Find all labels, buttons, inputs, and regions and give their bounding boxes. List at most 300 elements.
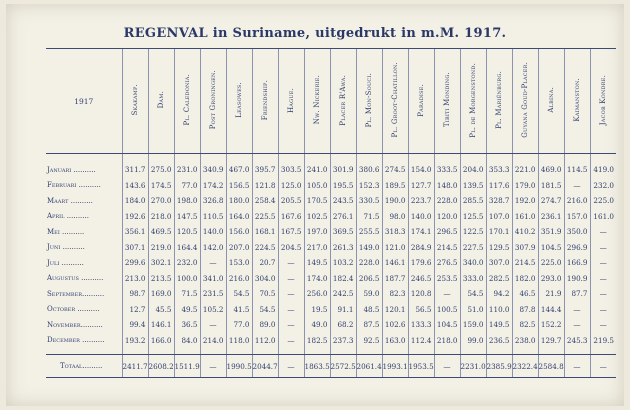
value-cell: 307.1 [122,240,148,256]
table-row [46,302,616,318]
value-cell: 144.4 [538,302,564,318]
month-cell: Augustus .......... [47,274,104,283]
value-cell: 121.8 [252,178,278,194]
value-cell: 140.0 [200,224,226,240]
table-row [46,317,616,333]
value-cell: 189.5 [382,178,408,194]
value-cell: 326.8 [200,193,226,209]
value-cell: 166.0 [148,333,174,355]
column-header [356,49,382,154]
value-cell: 149.5 [486,317,512,333]
value-cell: 243.5 [330,193,356,209]
value-cell: 169.0 [148,286,174,302]
value-cell: 99.0 [460,333,486,355]
value-cell: 302.1 [148,255,174,271]
month-cell: Mei .......... [47,227,85,236]
value-cell: 301.9 [330,154,356,178]
value-cell: 232.0 [590,178,616,194]
column-header [512,49,538,154]
month-cell: Juli .......... [47,258,84,267]
value-cell: 148.0 [434,178,460,194]
value-cell: 49.0 [304,317,330,333]
value-cell: 184.0 [122,193,148,209]
value-cell: 228.0 [434,193,460,209]
value-cell: — [590,286,616,302]
value-cell: 198.0 [174,193,200,209]
column-header [460,49,486,154]
value-cell: 219.5 [590,333,616,355]
month-cell: Januari .......... [47,165,96,174]
column-header [122,49,148,154]
value-cell: 127.7 [408,178,434,194]
value-cell: 174.1 [408,224,434,240]
column-header [252,49,278,154]
value-cell: 174.5 [148,178,174,194]
value-cell: 139.5 [460,178,486,194]
value-cell: 54.5 [226,286,252,302]
value-cell: 143.6 [122,178,148,194]
value-cell: 54.5 [252,302,278,318]
value-cell: 311.7 [122,154,148,178]
total-cell: 1990.5 [226,355,252,378]
value-cell: 120.8 [408,286,434,302]
value-cell: 190.9 [564,271,590,287]
value-cell: 156.0 [226,224,252,240]
value-cell: 275.0 [148,154,174,178]
value-cell: 68.2 [330,317,356,333]
value-cell: 356.1 [122,224,148,240]
column-header-label: Skakamp. [130,84,139,116]
value-cell: 258.4 [252,193,278,209]
table-row [46,209,616,225]
value-cell: 70.5 [252,286,278,302]
value-cell: — [200,317,226,333]
value-cell: 149.0 [356,240,382,256]
total-cell: — [590,355,616,378]
value-cell: 307.9 [512,240,538,256]
value-cell: — [590,255,616,271]
column-header [590,49,616,154]
column-header-label: Albina. [546,87,555,113]
total-cell: 2322.4 [512,355,538,378]
value-cell: 303.5 [278,154,304,178]
total-cell: — [564,355,590,378]
value-cell: 228.0 [356,255,382,271]
value-cell: 87.5 [356,317,382,333]
column-header-label: Pl. Mariënburg. [494,71,503,129]
value-cell: — [434,286,460,302]
total-cell: 1953.5 [408,355,434,378]
value-cell: 82.3 [382,286,408,302]
value-cell: 296.5 [434,224,460,240]
value-cell: 246.5 [408,271,434,287]
value-cell: 56.5 [408,302,434,318]
column-header [538,49,564,154]
value-cell: 146.1 [382,255,408,271]
value-cell: 87.8 [512,302,538,318]
value-cell: 170.1 [486,224,512,240]
rainfall-table [46,48,616,378]
value-cell: 419.0 [590,154,616,178]
value-cell: 282.5 [486,271,512,287]
value-cell: 159.0 [460,317,486,333]
value-cell: 204.5 [278,240,304,256]
value-cell: 213.5 [148,271,174,287]
value-cell: 284.9 [408,240,434,256]
column-header [200,49,226,154]
value-cell: 110.0 [486,302,512,318]
value-cell: 237.3 [330,333,356,355]
total-cell: — [200,355,226,378]
value-cell: 410.2 [512,224,538,240]
value-cell: 112.0 [252,333,278,355]
value-cell: 156.5 [226,178,252,194]
value-cell: 340.0 [460,255,486,271]
value-cell: 142.0 [200,240,226,256]
value-cell: — [278,271,304,287]
value-cell: 318.3 [382,224,408,240]
value-cell: 107.0 [486,209,512,225]
value-cell: 168.1 [252,224,278,240]
table-row [46,240,616,256]
value-cell: 255.5 [356,224,382,240]
table-row [46,154,616,178]
column-header-label: Kaimanston. [572,78,581,122]
value-cell: — [278,317,304,333]
value-cell: 333.0 [460,271,486,287]
value-cell: 192.6 [122,209,148,225]
value-cell: 49.5 [174,302,200,318]
value-cell: 221.0 [512,154,538,178]
column-header [174,49,200,154]
value-cell: 340.9 [200,154,226,178]
column-header [304,49,330,154]
value-cell: 350.0 [564,224,590,240]
value-cell: 330.5 [356,193,382,209]
value-cell: 103.2 [330,255,356,271]
value-cell: 20.7 [252,255,278,271]
value-cell: — [278,333,304,355]
value-cell: — [590,302,616,318]
value-cell: 82.5 [512,317,538,333]
month-cell: Maart .......... [47,196,93,205]
value-cell: 161.0 [512,209,538,225]
column-header [226,49,252,154]
value-cell: 179.6 [408,255,434,271]
value-cell: 236.5 [486,333,512,355]
column-header [330,49,356,154]
value-cell: 102.6 [382,317,408,333]
column-header-label: Guyana Goud-Placer. [520,62,529,138]
total-cell: — [278,355,304,378]
value-cell: 120.5 [174,224,200,240]
total-cell: 2608.2 [148,355,174,378]
value-cell: 380.6 [356,154,382,178]
value-cell: 276.1 [330,209,356,225]
table-body [46,154,616,378]
column-header-label: Hague. [286,87,295,113]
value-cell: 154.0 [408,154,434,178]
total-cell: 2411.7 [122,355,148,378]
value-cell: 253.5 [434,271,460,287]
value-cell: 125.0 [278,178,304,194]
value-cell: 121.0 [382,240,408,256]
value-cell: 163.0 [382,333,408,355]
value-cell: 133.3 [408,317,434,333]
column-header-label: Post Groningen. [208,70,217,130]
value-cell: 204.0 [460,154,486,178]
value-cell: 104.5 [538,240,564,256]
value-cell: 94.2 [486,286,512,302]
value-cell: 214.0 [200,333,226,355]
column-header-label: Dam. [156,91,165,109]
value-cell: 190.0 [382,193,408,209]
value-cell: 469.0 [538,154,564,178]
total-cell: 2044.7 [252,355,278,378]
value-cell: — [590,271,616,287]
value-cell: 238.0 [512,333,538,355]
value-cell: 197.0 [304,224,330,240]
value-cell: 242.5 [330,286,356,302]
column-header [486,49,512,154]
value-cell: 12.7 [122,302,148,318]
value-cell: 216.0 [226,271,252,287]
value-cell: 174.2 [200,178,226,194]
value-cell: 225.0 [538,255,564,271]
column-header [434,49,460,154]
value-cell: 77.0 [174,178,200,194]
value-cell: 104.5 [434,317,460,333]
total-cell: 2061.4 [356,355,382,378]
value-cell: 89.0 [252,317,278,333]
value-cell: — [278,255,304,271]
month-cell: November.......... [47,320,103,329]
value-cell: 270.0 [148,193,174,209]
value-cell: 54.5 [460,286,486,302]
value-cell: 71.5 [356,209,382,225]
value-cell: 102.5 [304,209,330,225]
value-cell: 224.5 [252,240,278,256]
value-cell: 206.5 [356,271,382,287]
value-cell: 152.2 [538,317,564,333]
column-header-label: Pl. Groot-Chatillon. [390,62,399,138]
value-cell: 98.7 [122,286,148,302]
month-cell: October .......... [47,305,100,314]
value-cell: 205.5 [278,193,304,209]
value-cell: 59.0 [356,286,382,302]
value-cell: 157.0 [564,209,590,225]
value-cell: 304.0 [252,271,278,287]
value-cell: 241.0 [304,154,330,178]
value-cell: 351.9 [538,224,564,240]
value-cell: 182.4 [330,271,356,287]
value-cell: 299.6 [122,255,148,271]
value-cell: 296.9 [564,240,590,256]
value-cell: 219.0 [148,240,174,256]
value-cell: 216.0 [564,193,590,209]
column-header-label: Pl. Caledonia. [182,74,191,126]
value-cell: 129.7 [538,333,564,355]
value-cell: 167.5 [278,224,304,240]
value-cell: 182.0 [512,271,538,287]
value-cell: 231.0 [174,154,200,178]
value-cell: — [564,178,590,194]
value-cell: 149.5 [304,255,330,271]
value-cell: 92.5 [356,333,382,355]
value-cell: 231.5 [200,286,226,302]
table-title: REGENVAL in Suriname, uitgedrukt in m.M. 1917. [123,26,507,41]
value-cell: 341.0 [200,271,226,287]
value-cell: 182.5 [304,333,330,355]
value-cell: 19.5 [304,302,330,318]
value-cell: — [200,255,226,271]
value-cell: 187.7 [382,271,408,287]
total-cell: 1511.9 [174,355,200,378]
table-row [46,193,616,209]
value-cell: 353.3 [486,154,512,178]
total-cell: 2231.0 [460,355,486,378]
value-cell: — [564,317,590,333]
value-cell: 256.0 [304,286,330,302]
value-cell: 213.0 [122,271,148,287]
value-cell: 227.5 [460,240,486,256]
value-cell: 261.3 [330,240,356,256]
value-cell: 333.5 [434,154,460,178]
value-cell: 122.5 [460,224,486,240]
value-cell: 214.5 [434,240,460,256]
value-cell: 469.5 [148,224,174,240]
value-cell: 245.3 [564,333,590,355]
total-cell: 1993.1 [382,355,408,378]
value-cell: 120.0 [434,209,460,225]
value-cell: 179.0 [512,178,538,194]
value-cell: 369.5 [330,224,356,240]
value-cell: 232.0 [174,255,200,271]
table-row [46,178,616,194]
value-cell: 174.0 [304,271,330,287]
value-cell: 114.5 [564,154,590,178]
value-cell: 161.0 [590,209,616,225]
value-cell: 166.9 [564,255,590,271]
value-cell: 87.7 [564,286,590,302]
total-row [46,355,616,378]
value-cell: 164.0 [226,209,252,225]
column-header [408,49,434,154]
document-page [6,4,624,406]
value-cell: 164.4 [174,240,200,256]
value-cell: — [590,224,616,240]
value-cell: 225.5 [252,209,278,225]
value-cell: 105.2 [200,302,226,318]
table-row [46,286,616,302]
value-cell: 140.0 [408,209,434,225]
value-cell: 225.0 [590,193,616,209]
value-cell: 98.0 [382,209,408,225]
column-header [278,49,304,154]
total-cell: 1863.5 [304,355,330,378]
month-cell: April .......... [47,212,89,221]
total-cell: 2385.9 [486,355,512,378]
header-row [46,49,616,154]
value-cell: 21.9 [538,286,564,302]
value-cell: 274.5 [382,154,408,178]
value-cell: 214.5 [512,255,538,271]
value-cell: 328.7 [486,193,512,209]
value-cell: 180.0 [226,193,252,209]
value-cell: 51.0 [460,302,486,318]
value-cell: 129.5 [486,240,512,256]
table-row [46,333,616,355]
value-cell: 147.5 [174,209,200,225]
month-cell: September.......... [47,289,105,298]
month-cell: Februari .......... [47,181,101,190]
value-cell: — [564,302,590,318]
value-cell: 100.0 [174,271,200,287]
value-cell: 217.0 [304,240,330,256]
month-cell: Juni .......... [47,243,85,252]
table-row [46,255,616,271]
column-header-label: Placer R'Awa. [338,74,347,126]
value-cell: 117.6 [486,178,512,194]
value-cell: 395.7 [252,154,278,178]
value-cell: 218.0 [148,209,174,225]
value-cell: 285.5 [460,193,486,209]
column-header-label: Pl. de Morgenstond. [468,62,477,138]
value-cell: 152.3 [356,178,382,194]
value-cell: 71.5 [174,286,200,302]
value-cell: 307.0 [486,255,512,271]
column-header-label: Jacob Kondre. [598,74,607,126]
value-cell: 105.0 [304,178,330,194]
month-cell: December .......... [46,333,122,355]
value-cell: 293.0 [538,271,564,287]
total-cell: 2572.5 [330,355,356,378]
column-header-label: Tibiti Monding. [442,72,451,128]
value-cell: — [278,286,304,302]
column-header-label: Paradise. [416,83,425,117]
value-cell: 181.5 [538,178,564,194]
value-cell: 153.0 [226,255,252,271]
column-header [148,49,174,154]
value-cell: 48.5 [356,302,382,318]
value-cell: 274.7 [538,193,564,209]
value-cell: 77.0 [226,317,252,333]
value-cell: 46.5 [512,286,538,302]
table-row [46,271,616,287]
column-header [564,49,590,154]
column-header-label: Friendship. [260,79,269,121]
value-cell: 167.6 [278,209,304,225]
value-cell: 84.0 [174,333,200,355]
value-cell: 170.5 [304,193,330,209]
value-cell: — [590,240,616,256]
year-header: 1917 [46,49,122,154]
value-cell: 223.7 [408,193,434,209]
column-header-label: Pl. Mon-Souci. [364,72,373,128]
value-cell: 100.5 [434,302,460,318]
value-cell: 118.0 [226,333,252,355]
value-cell: 193.2 [122,333,148,355]
value-cell: 99.4 [122,317,148,333]
total-label: Totaal......... [46,355,122,378]
value-cell: 192.0 [512,193,538,209]
value-cell: 125.5 [460,209,486,225]
value-cell: 218.0 [434,333,460,355]
column-header-label: Leasowes. [234,82,243,118]
value-cell: 467.0 [226,154,252,178]
value-cell: 41.5 [226,302,252,318]
value-cell: 146.1 [148,317,174,333]
